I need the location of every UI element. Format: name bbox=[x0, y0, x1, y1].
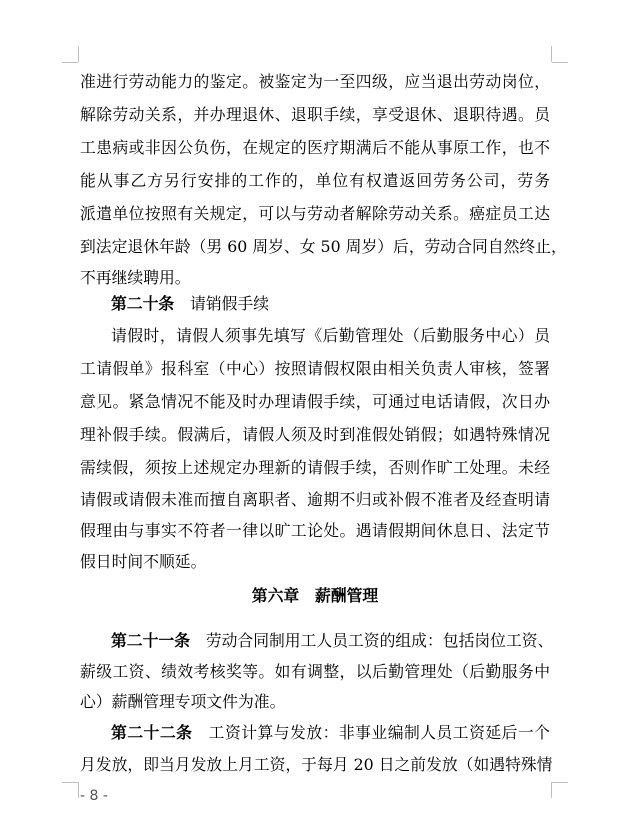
article-title: 第二十二条 bbox=[111, 723, 193, 742]
chapter-heading: 第六章 薪酬管理 bbox=[251, 586, 379, 605]
article-text: 工资计算与发放：非事业编制人员工资延后一个 bbox=[208, 723, 550, 742]
article-title: 第二十一条 bbox=[111, 631, 190, 650]
text-line: 需续假，须按上述规定办理新的请假手续，否则作旷工处理。未经 bbox=[80, 458, 550, 477]
text-line: 理补假手续。假满后，请假人须及时到准假处销假；如遇特殊情况 bbox=[80, 425, 550, 444]
crop-mark-bottom-left bbox=[78, 782, 79, 798]
text-line: 能从事乙方另行安排的工作的，单位有权遣返回劳务公司，劳务 bbox=[80, 171, 550, 190]
text-line: 薪级工资、绩效考核奖等。如有调整，以后勤管理处（后勤服务中 bbox=[80, 662, 550, 681]
crop-mark-top-right-h bbox=[552, 62, 568, 63]
article-22-line bbox=[111, 723, 550, 743]
crop-mark-top-left-h bbox=[62, 62, 78, 63]
crop-mark-bottom-right-h bbox=[552, 782, 568, 783]
text-line: 假日时间不顺延。 bbox=[80, 552, 207, 571]
text-line: 工患病或非因公负伤，在规定的医疗期满后不能从事原工作，也不 bbox=[80, 138, 550, 157]
article-21-line bbox=[111, 631, 554, 651]
crop-mark-top-right bbox=[551, 46, 552, 62]
text-line: 心）薪酬管理专项文件为准。 bbox=[80, 692, 286, 711]
article-subject: 请销假手续 bbox=[190, 294, 270, 313]
article-title: 第二十条 bbox=[111, 294, 175, 313]
article-text: 劳动合同制用工人员工资的组成：包括岗位工资、 bbox=[205, 631, 554, 650]
text-line: 工请假单》报科室（中心）按照请假权限由相关负责人审核，签署 bbox=[80, 359, 550, 378]
crop-mark-bottom-left-h bbox=[62, 782, 78, 783]
text-line: 派遣单位按照有关规定，可以与劳动者解除劳动关系。癌症员工达 bbox=[80, 204, 550, 223]
text-line: 到法定退休年龄（男 60 周岁、女 50 周岁）后，劳动合同自然终止， bbox=[80, 237, 567, 256]
text-line: 假理由与事实不符者一律以旷工论处。遇请假期间休息日、法定节 bbox=[80, 521, 550, 540]
text-line: 请假时，请假人须事先填写《后勤管理处（后勤服务中心）员 bbox=[111, 326, 550, 345]
text-line: 月发放，即当月发放上月工资，于每月 20 日之前发放（如遇特殊情 bbox=[80, 755, 553, 774]
text-line: 准进行劳动能力的鉴定。被鉴定为一至四级，应当退出劳动岗位， bbox=[80, 72, 550, 91]
text-line: 不再继续聘用。 bbox=[80, 268, 191, 287]
page-number: - 8 - bbox=[80, 788, 108, 804]
article-20-heading bbox=[111, 294, 550, 314]
text-line: 解除劳动关系，并办理退休、退职手续，享受退休、退职待遇。员 bbox=[80, 105, 550, 124]
crop-mark-bottom-right bbox=[551, 782, 552, 798]
crop-mark-top-left bbox=[78, 46, 79, 62]
text-line: 请假或请假未准而擅自离职者、逾期不归或补假不准者及经查明请 bbox=[80, 490, 550, 509]
text-line: 意见。紧急情况不能及时办理请假手续，可通过电话请假，次日办 bbox=[80, 392, 550, 411]
